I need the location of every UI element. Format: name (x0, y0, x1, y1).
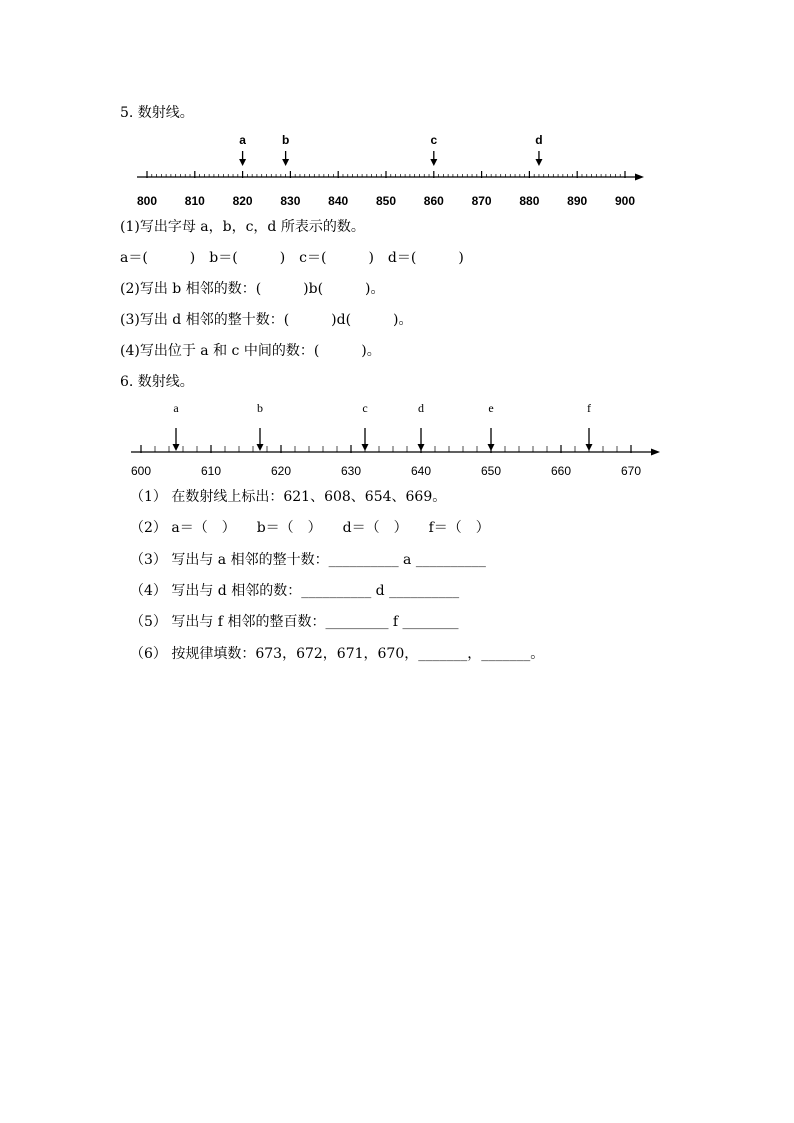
q5-marker-label-b: b (281, 133, 290, 147)
q6-marker-label-a: a (173, 401, 179, 415)
q6-tick-label: 660 (550, 464, 572, 478)
q5-item-4: (3)写出 d 相邻的整十数：( )d( )。 (120, 312, 413, 328)
q5-tick-label: 890 (567, 194, 588, 208)
q6-tick-label: 630 (340, 464, 362, 478)
q6-tick-label: 600 (130, 464, 152, 478)
q5-tick-label: 880 (519, 194, 540, 208)
q5-axis-arrowhead (635, 174, 644, 181)
q5-tick-label: 820 (232, 194, 253, 208)
q5-tick-label: 860 (423, 194, 444, 208)
q5-marker-label-d: d (535, 133, 543, 147)
q6-title: 6. 数射线。 (120, 374, 194, 390)
q6-item-5: （5） 写出与 f 相邻的整百数：_________ f ________ (130, 614, 459, 630)
q5-marker-arrow-head-c (430, 159, 437, 166)
q5-tick-label: 850 (375, 194, 397, 208)
q6-marker-label-d: d (418, 401, 424, 415)
q5-tick-label: 800 (136, 194, 158, 208)
q5-item-3: (2)写出 b 相邻的数：( )b( )。 (120, 281, 385, 297)
q5-number-line (0, 125, 794, 215)
q6-marker-arrow-head-f (586, 444, 593, 451)
q6-axis-arrowhead (651, 449, 660, 456)
q6-item-2: （2） a＝（ ） b＝（ ） d＝（ ） f＝（ ） (130, 520, 490, 536)
q6-tick-label: 610 (200, 464, 222, 478)
q5-title: 5. 数射线。 (120, 105, 194, 121)
q6-tick-label: 670 (620, 464, 642, 478)
q6-tick-label: 620 (270, 464, 292, 478)
q6-marker-arrow-head-b (257, 444, 264, 451)
q6-item-4: （4） 写出与 d 相邻的数：__________ d __________ (130, 583, 460, 599)
q6-marker-arrow-head-c (362, 444, 369, 451)
q5-marker-arrow-head-d (535, 159, 542, 166)
q6-marker-label-f: f (587, 401, 591, 415)
q6-marker-label-b: b (257, 401, 263, 415)
q6-item-6: （6） 按规律填数：673，672，671，670，_______，_______。 (130, 646, 545, 662)
q6-tick-label: 640 (410, 464, 432, 478)
q6-marker-label-e: e (488, 401, 494, 415)
q5-marker-arrow-head-a (239, 159, 246, 166)
q5-item-2: a＝( ) b＝( ) c＝( ) d＝( ) (120, 250, 464, 266)
q5-tick-label: 870 (471, 194, 492, 208)
q5-tick-label: 900 (614, 194, 636, 208)
q6-number-line (0, 395, 794, 480)
q6-marker-label-c: c (362, 401, 368, 415)
q5-marker-label-c: c (430, 133, 438, 147)
q5-item-1: (1)写出字母 a，b，c，d 所表示的数。 (120, 219, 365, 235)
q5-tick-label: 840 (328, 194, 349, 208)
q6-marker-arrow-head-e (488, 444, 495, 451)
q6-tick-label: 650 (480, 464, 502, 478)
q6-marker-arrow-head-d (418, 444, 425, 451)
q6-item-1: （1） 在数射线上标出：621、608、654、669。 (130, 489, 447, 505)
q5-tick-label: 810 (184, 194, 205, 208)
q6-marker-arrow-head-a (173, 444, 180, 451)
q5-marker-label-a: a (239, 133, 246, 147)
q6-item-3: （3） 写出与 a 相邻的整十数：__________ a __________ (130, 552, 486, 568)
q5-marker-arrow-head-b (282, 159, 289, 166)
q5-item-5: (4)写出位于 a 和 c 中间的数：( )。 (120, 343, 381, 359)
q5-tick-label: 830 (280, 194, 301, 208)
